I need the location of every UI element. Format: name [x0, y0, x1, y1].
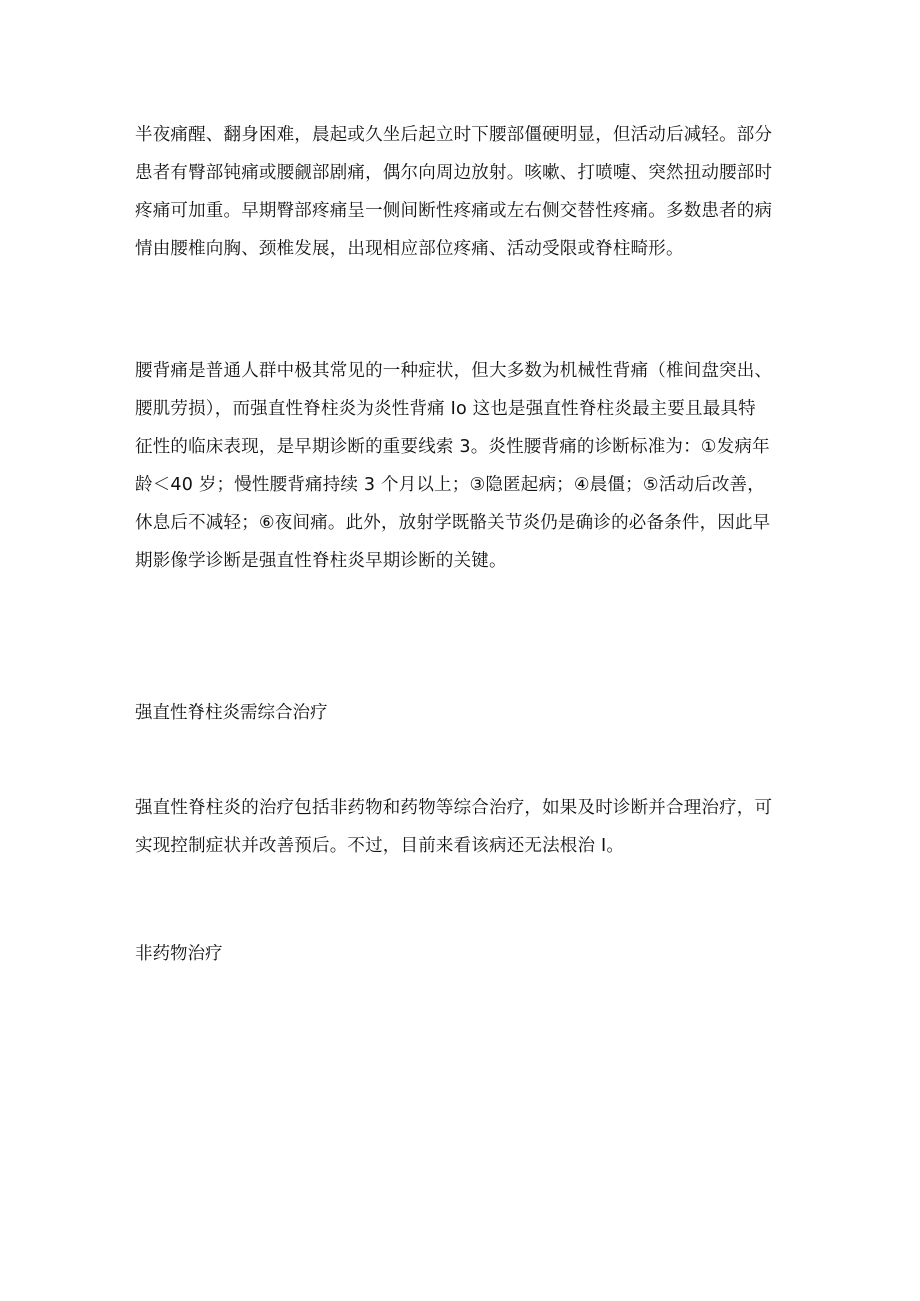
paragraph-line: 腰背痛是普通人群中极其常见的一种症状，但大多数为机械性背痛（椎间盘突出、 [135, 361, 773, 381]
paragraph-line: 实现控制症状并改善预后。不过，目前来看该病还无法根治 I。 [135, 836, 625, 856]
section-heading-non-drug-treatment: 非药物治疗 [135, 944, 223, 964]
paragraph-back-pain [135, 352, 800, 580]
paragraph-line: 疼痛可加重。早期臀部疼痛呈一侧间断性疼痛或左右侧交替性疼痛。多数患者的病 [135, 201, 773, 221]
section-heading-comprehensive-treatment: 强直性脊柱炎需综合治疗 [135, 703, 328, 723]
paragraph-line: 情由腰椎向胸、颈椎发展，出现相应部位疼痛、活动受限或脊柱畸形。 [135, 239, 684, 259]
paragraph-line: 患者有臀部钝痛或腰觎部剧痛，偶尔向周边放射。咳嗽、打喷嚏、突然扭动腰部时 [135, 163, 773, 183]
paragraph-line: 期影像学诊断是强直性脊柱炎早期诊断的关键。 [135, 551, 507, 571]
paragraph-line: 半夜痛醒、翻身困难，晨起或久坐后起立时下腰部僵硬明显，但活动后减轻。部分 [135, 125, 773, 145]
paragraph-line: 腰肌劳损），而强直性脊柱炎为炎性背痛 Io 这也是强直性脊柱炎最主要且最具特 [135, 399, 756, 419]
paragraph-line: 休息后不减轻；⑥夜间痛。此外，放射学既骼关节炎仍是确诊的必备条件，因此早 [135, 513, 771, 533]
paragraph-line: 强直性脊柱炎的治疗包括非药物和药物等综合治疗，如果及时诊断并合理治疗，可 [135, 798, 773, 818]
paragraph-symptoms [135, 116, 800, 268]
paragraph-line: 征性的临床表现，是早期诊断的重要线索 3。炎性腰背痛的诊断标准为：①发病年 [135, 437, 770, 457]
paragraph-treatment [135, 789, 800, 865]
paragraph-line: 龄＜40 岁；慢性腰背痛持续 3 个月以上；③隐匿起病；④晨僵；⑤活动后改善， [135, 475, 765, 495]
